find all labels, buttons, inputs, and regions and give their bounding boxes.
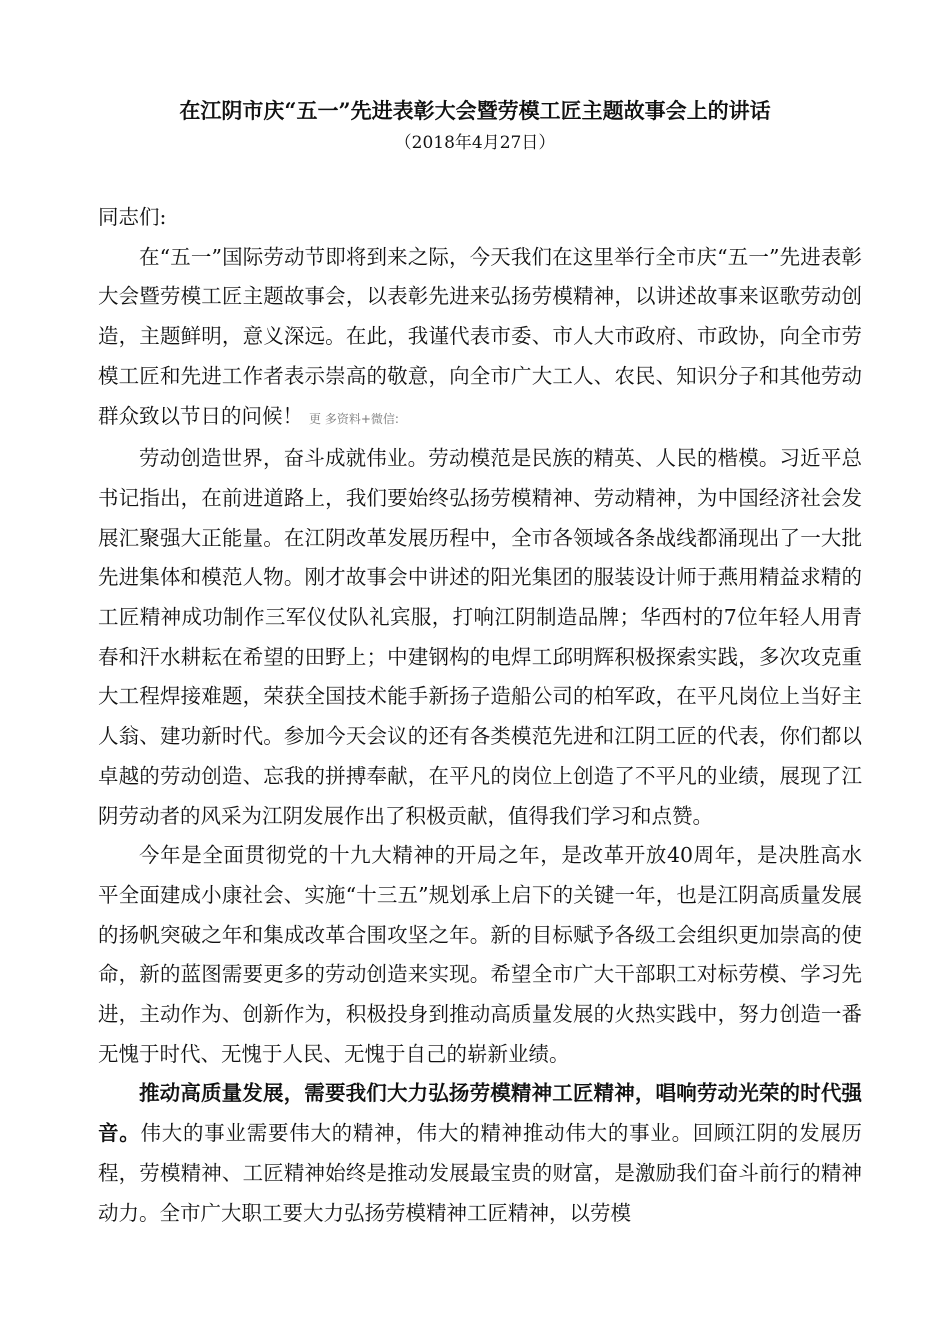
paragraph-4-text: 伟大的事业需要伟大的精神，伟大的精神推动伟大的事业。回顾江阴的发展历程，劳模精神、工匠精神始终是推动发展最宝贵的财富，是激励我们奋斗前行的精神动力。全市广大职工要大力弘扬劳模精神工匠精神，以劳模 bbox=[98, 1121, 863, 1225]
paragraph-3 bbox=[98, 836, 862, 1074]
paragraph-1 bbox=[98, 238, 862, 440]
document-body bbox=[98, 198, 862, 1233]
paragraph-1-text: 在“五一”国际劳动节即将到来之际，今天我们在这里举行全市庆“五一”先进表彰大会暨劳模工匠主题故事会，以表彰先进来弘扬劳模精神，以讲述故事来讴歌劳动创造，主题鲜明，意义深远。在此，我谨代表市委、市人大市政府、市政协，向全市劳模工匠和先进工作者表示崇高的敬意，向全市广大工人、农民、知识分子和其他劳动群众致以节日的问候！ bbox=[98, 244, 862, 428]
paragraph-1-note: 更 多资料+微信: bbox=[309, 411, 399, 426]
document-title: 在江阴市庆“五一”先进表彰大会暨劳模工匠主题故事会上的讲话 bbox=[179, 98, 771, 123]
paragraph-4 bbox=[98, 1074, 862, 1233]
paragraph-2-text: 劳动创造世界，奋斗成就伟业。劳动模范是民族的精英、人民的楷模。习近平总书记指出，在前进道路上，我们要始终弘扬劳模精神、劳动精神，为中国经济社会发展汇聚强大正能量。在江阴改革发展历程中，全市各领域各条战线都涌现出了一大批先进集体和模范人物。刚才故事会中讲述的阳光集团的服装设计师于燕用精益求精的工匠精神成功制作三军仪仗队礼宾服，打响江阴制造品牌；华西村的7位年轻人用青春和汗水耕耘在希望的田野上；中建钢构的电焊工邱明辉积极探索实践，多次攻克重大工程焊接难题，荣获全国技术能手新扬子造船公司的柏军政，在平凡岗位上当好主人翁、建功新时代。参加今天会议的还有各类模范先进和江阴工匠的代表，你们都以卓越的劳动创造、忘我的拼搏奉献，在平凡的岗位上创造了不平凡的业绩，展现了江阴劳动者的风采为江阴发展作出了积极贡献，值得我们学习和点赞。 bbox=[98, 446, 862, 828]
document-date: （2018年4月27日） bbox=[394, 133, 556, 153]
salutation: 同志们: bbox=[98, 205, 167, 229]
paragraph-4-bold-lead: 推动高质量发展，需要我们大力弘扬劳模精神工匠精神，唱响劳动光荣的时代强音。 bbox=[98, 1081, 862, 1146]
paragraph-3-text: 今年是全面贯彻党的十九大精神的开局之年，是改革开放40周年，是决胜高水平全面建成小康社会、实施“十三五”规划承上启下的关键一年，也是江阴高质量发展的扬帆突破之年和集成改革合围攻坚之年。新的目标赋予各级工会组织更加崇高的使命，新的蓝图需要更多的劳动创造来实现。希望全市广大干部职工对标劳模、学习先进，主动作为、创新作为，积极投身到推动高质量发展的火热实践中，努力创造一番无愧于时代、无愧于人民、无愧于自己的崭新业绩。 bbox=[98, 843, 862, 1066]
paragraph-2 bbox=[98, 439, 862, 836]
